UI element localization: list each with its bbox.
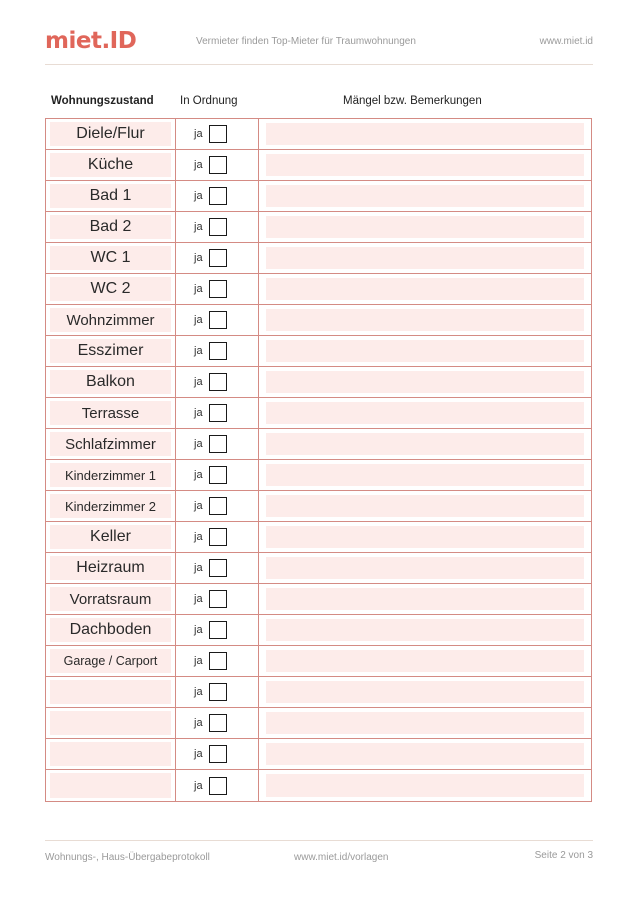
logo: miet.ID <box>45 28 137 54</box>
checkbox-label: ja <box>194 562 203 574</box>
room-name-cell <box>46 522 176 552</box>
notes-field[interactable] <box>266 433 584 455</box>
room-name[interactable] <box>50 742 171 766</box>
column-header-ok: In Ordnung <box>180 95 238 107</box>
notes-cell <box>259 646 591 676</box>
room-name-cell <box>46 646 176 676</box>
in-order-checkbox[interactable] <box>209 311 227 329</box>
checkbox-label: ja <box>194 717 203 729</box>
in-order-checkbox[interactable] <box>209 745 227 763</box>
in-order-checkbox[interactable] <box>209 342 227 360</box>
notes-field[interactable] <box>266 712 584 734</box>
notes-field[interactable] <box>266 774 584 797</box>
notes-field[interactable] <box>266 402 584 424</box>
room-name-cell <box>46 150 176 180</box>
in-order-cell <box>176 336 259 366</box>
room-name-cell <box>46 615 176 645</box>
in-order-cell <box>176 367 259 397</box>
notes-field[interactable] <box>266 464 584 486</box>
table-row <box>46 708 591 739</box>
footer-divider <box>45 840 593 841</box>
room-name-cell <box>46 708 176 738</box>
in-order-checkbox[interactable] <box>209 528 227 546</box>
header-divider <box>45 64 593 65</box>
notes-field[interactable] <box>266 216 584 238</box>
room-name: WC 2 <box>50 277 171 301</box>
in-order-checkbox[interactable] <box>209 590 227 608</box>
notes-field[interactable] <box>266 123 584 145</box>
checkbox-label: ja <box>194 159 203 171</box>
room-name-cell <box>46 460 176 490</box>
room-name-cell <box>46 243 176 273</box>
notes-field[interactable] <box>266 340 584 362</box>
room-name-cell <box>46 212 176 242</box>
notes-cell <box>259 336 591 366</box>
in-order-checkbox[interactable] <box>209 156 227 174</box>
room-name: Diele/Flur <box>50 122 171 146</box>
room-name-cell <box>46 274 176 304</box>
in-order-cell <box>176 150 259 180</box>
in-order-cell <box>176 243 259 273</box>
room-name: Garage / Carport <box>50 649 171 673</box>
notes-field[interactable] <box>266 185 584 207</box>
notes-cell <box>259 584 591 614</box>
notes-field[interactable] <box>266 526 584 548</box>
room-name-cell <box>46 367 176 397</box>
in-order-cell <box>176 770 259 801</box>
room-name-cell <box>46 739 176 769</box>
footer-template-link[interactable]: www.miet.id/vorlagen <box>294 852 389 863</box>
table-row <box>46 491 591 522</box>
notes-cell <box>259 119 591 149</box>
in-order-checkbox[interactable] <box>209 714 227 732</box>
checkbox-label: ja <box>194 686 203 698</box>
table-row <box>46 212 591 243</box>
table-row <box>46 615 591 646</box>
in-order-cell <box>176 708 259 738</box>
room-name[interactable] <box>50 773 171 798</box>
table-row <box>46 522 591 553</box>
room-name[interactable] <box>50 711 171 735</box>
table-row <box>46 181 591 212</box>
in-order-cell <box>176 305 259 335</box>
room-name-cell <box>46 181 176 211</box>
table-row <box>46 739 591 770</box>
table-row <box>46 398 591 429</box>
in-order-cell <box>176 491 259 521</box>
room-name-cell <box>46 429 176 459</box>
room-name[interactable] <box>50 680 171 704</box>
in-order-cell <box>176 181 259 211</box>
header-website: www.miet.id <box>539 36 593 47</box>
checkbox-label: ja <box>194 469 203 481</box>
footer-document-title: Wohnungs-, Haus-Übergabeprotokoll <box>45 852 210 863</box>
in-order-cell <box>176 274 259 304</box>
in-order-cell <box>176 615 259 645</box>
in-order-checkbox[interactable] <box>209 373 227 391</box>
room-name-cell <box>46 336 176 366</box>
notes-cell <box>259 367 591 397</box>
header-tagline: Vermieter finden Top-Mieter für Traumwohnungen <box>196 36 416 47</box>
notes-field[interactable] <box>266 309 584 331</box>
room-name-cell <box>46 491 176 521</box>
notes-field[interactable] <box>266 247 584 269</box>
table-row <box>46 367 591 398</box>
notes-field[interactable] <box>266 371 584 393</box>
checkbox-label: ja <box>194 779 203 792</box>
in-order-checkbox[interactable] <box>209 559 227 577</box>
checkbox-label: ja <box>194 376 203 388</box>
notes-cell <box>259 491 591 521</box>
checkbox-label: ja <box>194 314 203 326</box>
notes-cell <box>259 274 591 304</box>
notes-field[interactable] <box>266 557 584 579</box>
table-row <box>46 336 591 367</box>
in-order-cell <box>176 584 259 614</box>
checkbox-label: ja <box>194 283 203 295</box>
notes-cell <box>259 150 591 180</box>
checkbox-label: ja <box>194 624 203 636</box>
table-row <box>46 119 591 150</box>
notes-cell <box>259 460 591 490</box>
room-name-cell <box>46 584 176 614</box>
table-row <box>46 274 591 305</box>
notes-field[interactable] <box>266 743 584 765</box>
notes-cell <box>259 615 591 645</box>
notes-cell <box>259 305 591 335</box>
page-header <box>0 0 638 66</box>
in-order-checkbox[interactable] <box>209 777 227 795</box>
notes-cell <box>259 212 591 242</box>
in-order-checkbox[interactable] <box>209 466 227 484</box>
table-row <box>46 429 591 460</box>
room-name: Wohnzimmer <box>50 308 171 332</box>
room-name: Bad 2 <box>50 215 171 239</box>
notes-cell <box>259 429 591 459</box>
notes-cell <box>259 181 591 211</box>
table-row <box>46 305 591 336</box>
checkbox-label: ja <box>194 252 203 264</box>
table-row <box>46 553 591 584</box>
room-name: Esszimer <box>50 339 171 363</box>
checkbox-label: ja <box>194 531 203 543</box>
notes-field[interactable] <box>266 495 584 517</box>
table-row <box>46 584 591 615</box>
column-header-notes: Mängel bzw. Bemerkungen <box>343 95 482 107</box>
in-order-cell <box>176 429 259 459</box>
notes-cell <box>259 770 591 801</box>
in-order-cell <box>176 646 259 676</box>
room-name-cell <box>46 770 176 801</box>
in-order-checkbox[interactable] <box>209 683 227 701</box>
in-order-checkbox[interactable] <box>209 125 227 143</box>
in-order-checkbox[interactable] <box>209 187 227 205</box>
checkbox-label: ja <box>194 345 203 357</box>
notes-cell <box>259 398 591 428</box>
checkbox-label: ja <box>194 128 203 140</box>
room-name: Terrasse <box>50 401 171 425</box>
room-name: WC 1 <box>50 246 171 270</box>
room-name: Balkon <box>50 370 171 394</box>
notes-field[interactable] <box>266 278 584 300</box>
notes-field[interactable] <box>266 650 584 672</box>
table-row <box>46 243 591 274</box>
room-name: Kinderzimmer 2 <box>50 494 171 518</box>
room-name: Dachboden <box>50 618 171 642</box>
in-order-checkbox[interactable] <box>209 218 227 236</box>
handover-table <box>45 118 592 802</box>
in-order-checkbox[interactable] <box>209 435 227 453</box>
notes-cell <box>259 243 591 273</box>
footer-page-number: Seite 2 von 3 <box>534 850 593 861</box>
in-order-checkbox[interactable] <box>209 497 227 515</box>
table-row <box>46 460 591 491</box>
checkbox-label: ja <box>194 593 203 605</box>
room-name: Heizraum <box>50 556 171 580</box>
room-name: Kinderzimmer 1 <box>50 463 171 487</box>
table-row <box>46 150 591 181</box>
room-name-cell <box>46 398 176 428</box>
checkbox-label: ja <box>194 407 203 419</box>
checkbox-label: ja <box>194 221 203 233</box>
checkbox-label: ja <box>194 190 203 202</box>
in-order-cell <box>176 553 259 583</box>
table-row <box>46 770 591 801</box>
room-name: Bad 1 <box>50 184 171 208</box>
notes-cell <box>259 739 591 769</box>
notes-cell <box>259 677 591 707</box>
notes-field[interactable] <box>266 681 584 703</box>
room-name: Küche <box>50 153 171 177</box>
in-order-cell <box>176 119 259 149</box>
checkbox-label: ja <box>194 655 203 667</box>
checkbox-label: ja <box>194 500 203 512</box>
in-order-cell <box>176 739 259 769</box>
checkbox-label: ja <box>194 748 203 760</box>
room-name: Vorratsraum <box>50 587 171 611</box>
in-order-cell <box>176 522 259 552</box>
notes-field[interactable] <box>266 154 584 176</box>
room-name-cell <box>46 119 176 149</box>
table-row <box>46 646 591 677</box>
in-order-checkbox[interactable] <box>209 404 227 422</box>
room-name: Keller <box>50 525 171 549</box>
in-order-checkbox[interactable] <box>209 652 227 670</box>
notes-field[interactable] <box>266 619 584 641</box>
in-order-checkbox[interactable] <box>209 249 227 267</box>
notes-cell <box>259 708 591 738</box>
column-header-condition: Wohnungszustand <box>51 95 154 107</box>
in-order-cell <box>176 460 259 490</box>
in-order-cell <box>176 677 259 707</box>
checkbox-label: ja <box>194 438 203 450</box>
in-order-cell <box>176 398 259 428</box>
room-name-cell <box>46 677 176 707</box>
room-name-cell <box>46 305 176 335</box>
notes-cell <box>259 553 591 583</box>
room-name: Schlafzimmer <box>50 432 171 456</box>
table-row <box>46 677 591 708</box>
notes-field[interactable] <box>266 588 584 610</box>
in-order-checkbox[interactable] <box>209 280 227 298</box>
room-name-cell <box>46 553 176 583</box>
in-order-cell <box>176 212 259 242</box>
notes-cell <box>259 522 591 552</box>
in-order-checkbox[interactable] <box>209 621 227 639</box>
